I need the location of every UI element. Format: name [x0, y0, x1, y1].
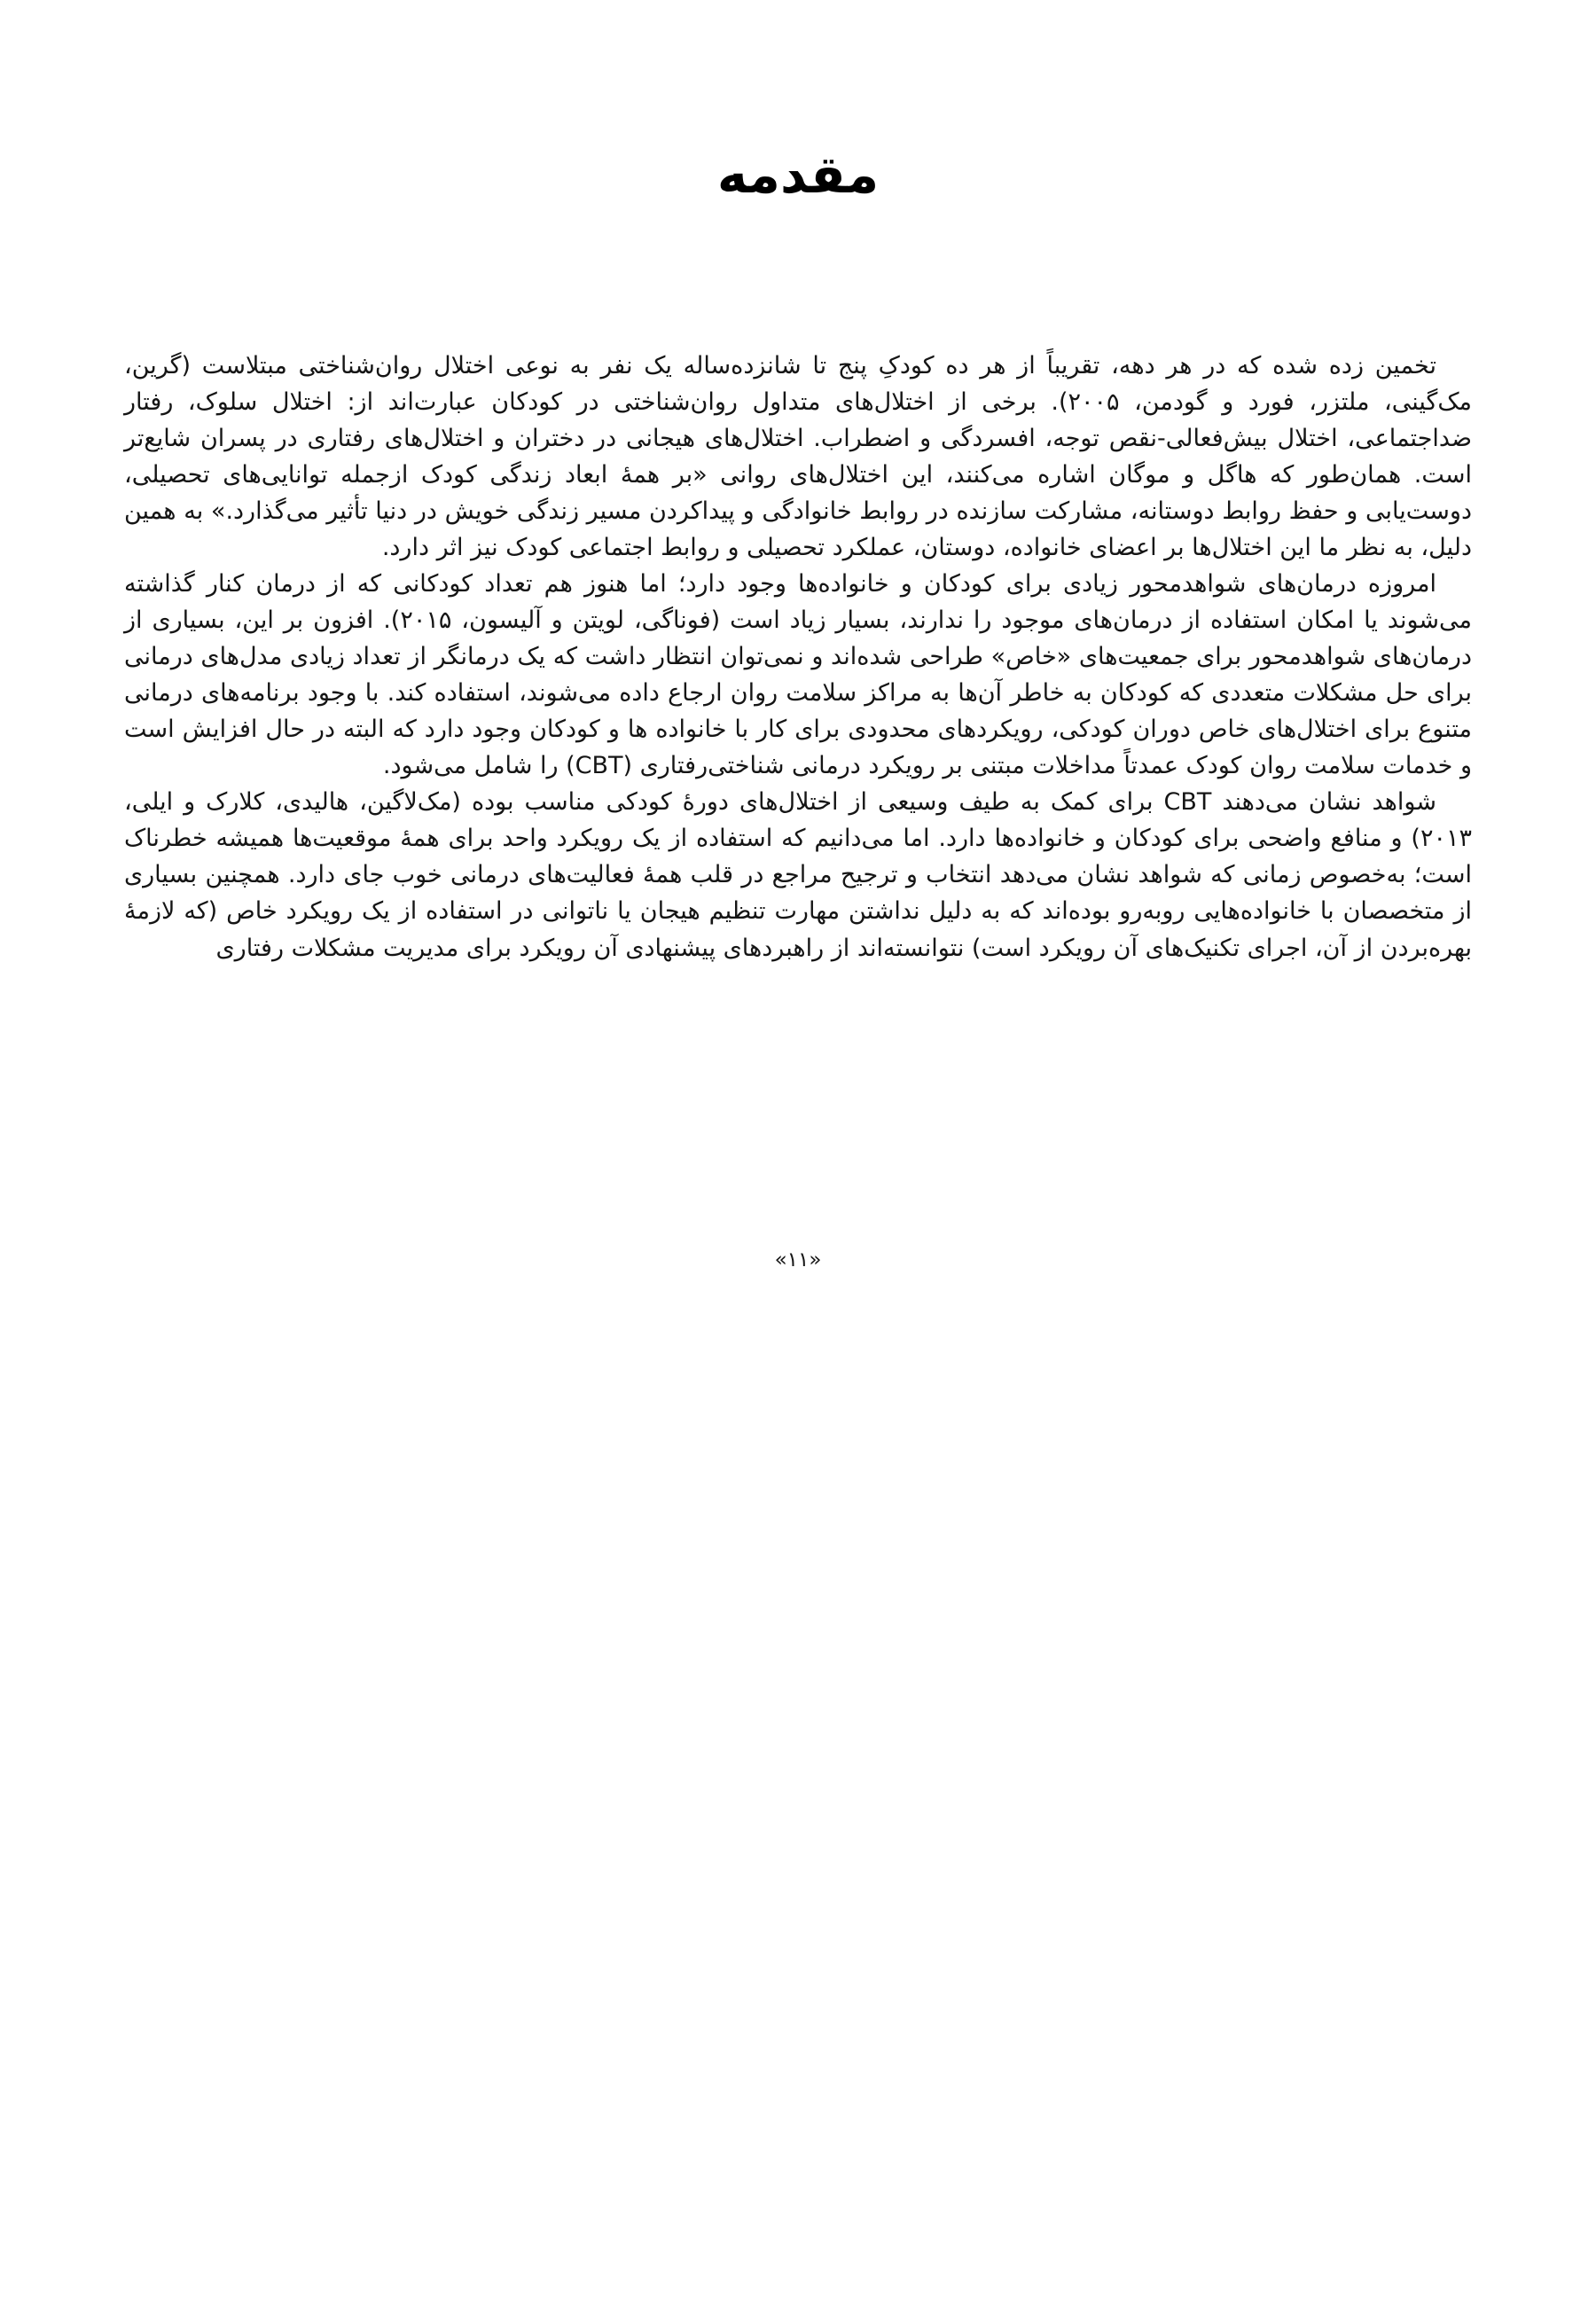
paragraph: شواهد نشان می‌دهند CBT برای کمک به طیف وسیعی از اختلال‌های دورهٔ کودکی مناسب بوده (مک‌لاگین، هالیدی، کلارک و ایلی، ۲۰۱۳) و منافع واضحی برای کودکان و خانواده‌ها دارد. اما می‌دانیم که استفاده از یک رویکرد واحد برای همهٔ موقعیت‌ها همیشه خطرناک است؛ به‌خصوص زمانی که شواهد نشان می‌دهد انتخاب و ترجیح مراجع در قلب همهٔ فعالیت‌های درمانی خوب جای دارد. همچنین بسیاری از متخصصان با خانواده‌هایی روبه‌رو بوده‌اند که به دلیل نداشتن مهارت تنظیم هیجان یا ناتوانی در استفاده از یک رویکرد خاص (که لازمهٔ بهره‌بردن از آن، اجرای تکنیک‌های آن رویکرد است) نتوانسته‌اند از راهبردهای پیشنهادی آن رویکرد برای مدیریت مشکلات رفتاری — [124, 788, 1472, 962]
paragraph: امروزه درمان‌های شواهدمحور زیادی برای کودکان و خانواده‌ها وجود دارد؛ اما هنوز هم تعداد کودکانی که از درمان کنار گذاشته می‌شوند یا امکان استفاده از درمان‌های موجود را ندارند، بسیار زیاد است (فوناگی، لویتن و آلیسون، ۲۰۱۵). افزون بر این، بسیاری از درمان‌های شواهدمحور برای جمعیت‌های «خاص» طراحی شده‌اند و نمی‌توان انتظار داشت که یک درمانگر از تعداد زیادی مدل‌های درمانی برای حل مشکلات متعددی که کودکان به خاطر آن‌ها به مراکز سلامت روان ارجاع داده می‌شوند، استفاده کند. با وجود برنامه‌های درمانی متنوع برای اختلال‌های خاص دوران کودکی، رویکردهای محدودی برای کار با خانواده ها و کودکان وجود دارد که البته در حال افزایش است و خدمات سلامت روان کودک عمدتاً مداخلات مبتنی بر رویکرد درمانی شناختی‌رفتاری (CBT) را شامل می‌شود. — [124, 570, 1472, 780]
body-text — [124, 348, 1472, 966]
paragraph: تخمین زده شده که در هر دهه، تقریباً از هر ده کودکِ پنج تا شانزده‌ساله یک نفر به نوعی اختلال روان‌شناختی مبتلاست (گرین، مک‌گینی، ملتزر، فورد و گودمن، ۲۰۰۵). برخی از اختلال‌های متداول روان‌شناختی در کودکان عبارت‌اند از: اختلال سلوک، رفتار ضداجتماعی، اختلال بیش‌فعالی-نقص توجه، افسردگی و اضطراب. اختلال‌های هیجانی در دختران و اختلال‌های رفتاری در پسران شایع‌تر است. همان‌طور که هاگل و موگان اشاره می‌کنند، این اختلال‌های روانی «بر همهٔ ابعاد زندگی کودک ازجمله توانایی‌های تحصیلی، دوست‌یابی و حفظ روابط دوستانه، مشارکت سازنده در روابط خانوادگی و پیداکردن مسیر زندگی خویش در دنیا تأثیر می‌گذارد.» به همین دلیل، به نظر ما این اختلال‌ها بر اعضای خانواده، دوستان، عملکرد تحصیلی و روابط اجتماعی کودک نیز اثر دارد. — [124, 352, 1472, 562]
chapter-title: مقدمه — [716, 145, 880, 205]
page-number: «۱۱» — [774, 1248, 822, 1271]
